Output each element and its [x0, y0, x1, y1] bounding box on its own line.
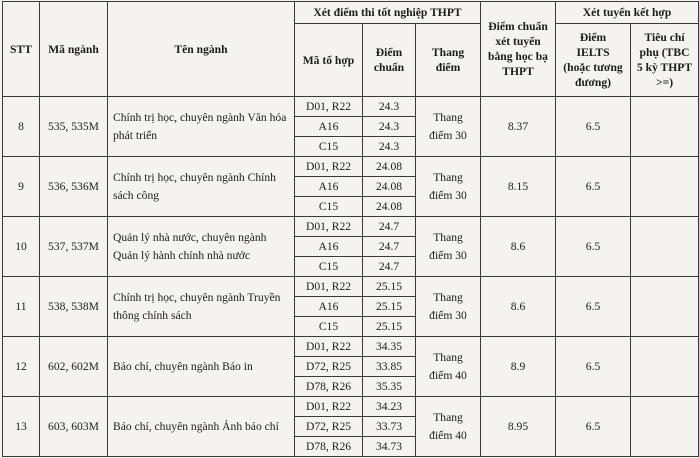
header-ma-nganh: Mã ngành [40, 2, 108, 97]
combo-code: D78, R26 [295, 377, 363, 397]
combo-code: D72, R25 [295, 357, 363, 377]
combo-score: 34.73 [363, 437, 416, 457]
row-ma-nganh: 602, 602M [40, 337, 108, 397]
combo-code: D01, R22 [295, 277, 363, 297]
combo-score: 34.23 [363, 397, 416, 417]
combo-score: 24.3 [363, 117, 416, 137]
row-thang-diem: Thang điểm 40 [416, 337, 481, 397]
row-hoc-ba: 8.37 [481, 97, 556, 157]
row-ielts: 6.5 [556, 277, 631, 337]
combo-score: 24.08 [363, 177, 416, 197]
table-body [3, 97, 699, 457]
row-stt: 9 [3, 157, 40, 217]
combo-score: 24.7 [363, 257, 416, 277]
combo-code: D01, R22 [295, 397, 363, 417]
combo-score: 33.73 [363, 417, 416, 437]
row-ma-nganh: 538, 538M [40, 277, 108, 337]
combo-code: A16 [295, 117, 363, 137]
row-hoc-ba: 8.15 [481, 157, 556, 217]
header-stt: STT [3, 2, 40, 97]
row-tieu-chi-phu [631, 157, 699, 217]
row-ten-nganh: Chính trị học, chuyên ngành Truyền thông chính sách [108, 277, 295, 337]
row-ten-nganh: Chính trị học, chuyên ngành Văn hóa phát triển [108, 97, 295, 157]
combo-code: D01, R22 [295, 157, 363, 177]
header-thang-diem: Thang điểm [416, 24, 481, 97]
row-stt: 12 [3, 337, 40, 397]
row-thang-diem: Thang điểm 30 [416, 157, 481, 217]
row-ma-nganh: 537, 537M [40, 217, 108, 277]
table-row [3, 337, 699, 357]
combo-code: A16 [295, 237, 363, 257]
combo-score: 25.15 [363, 277, 416, 297]
header-diem-chuan: Điểm chuẩn [363, 24, 416, 97]
table-row [3, 157, 699, 177]
row-hoc-ba: 8.6 [481, 217, 556, 277]
combo-score: 25.15 [363, 317, 416, 337]
row-thang-diem: Thang điểm 30 [416, 277, 481, 337]
row-tieu-chi-phu [631, 97, 699, 157]
row-ielts: 6.5 [556, 337, 631, 397]
combo-score: 33.85 [363, 357, 416, 377]
header-ten-nganh: Tên ngành [108, 2, 295, 97]
combo-code: D01, R22 [295, 97, 363, 117]
row-ten-nganh: Chính trị học, chuyên ngành Chính sách công [108, 157, 295, 217]
row-ielts: 6.5 [556, 397, 631, 457]
combo-code: A16 [295, 177, 363, 197]
row-hoc-ba: 8.9 [481, 337, 556, 397]
row-stt: 13 [3, 397, 40, 457]
row-hoc-ba: 8.95 [481, 397, 556, 457]
header-diem-ielts: Điểm IELTS (hoặc tương đương) [556, 24, 631, 97]
combo-score: 35.35 [363, 377, 416, 397]
header-group-thpt: Xét điểm thi tốt nghiệp THPT [295, 2, 481, 24]
row-tieu-chi-phu [631, 397, 699, 457]
combo-score: 25.15 [363, 297, 416, 317]
row-hoc-ba: 8.6 [481, 277, 556, 337]
header-group-ket-hop: Xét tuyển kết hợp [556, 2, 699, 24]
row-tieu-chi-phu [631, 277, 699, 337]
combo-score: 34.35 [363, 337, 416, 357]
row-tieu-chi-phu [631, 217, 699, 277]
row-ielts: 6.5 [556, 97, 631, 157]
combo-score: 24.7 [363, 217, 416, 237]
combo-code: D01, R22 [295, 337, 363, 357]
combo-code: D01, R22 [295, 217, 363, 237]
combo-code: A16 [295, 297, 363, 317]
header-ma-to-hop: Mã tổ hợp [295, 24, 363, 97]
row-stt: 8 [3, 97, 40, 157]
row-stt: 11 [3, 277, 40, 337]
combo-score: 24.3 [363, 137, 416, 157]
row-thang-diem: Thang điểm 30 [416, 97, 481, 157]
combo-code: C15 [295, 197, 363, 217]
combo-code: D72, R25 [295, 417, 363, 437]
row-tieu-chi-phu [631, 337, 699, 397]
row-ten-nganh: Báo chí, chuyên ngành Báo in [108, 337, 295, 397]
combo-score: 24.08 [363, 157, 416, 177]
combo-score: 24.3 [363, 97, 416, 117]
table-header [3, 2, 699, 97]
combo-code: C15 [295, 317, 363, 337]
table-row [3, 277, 699, 297]
row-ielts: 6.5 [556, 217, 631, 277]
combo-score: 24.08 [363, 197, 416, 217]
combo-code: C15 [295, 137, 363, 157]
table-row [3, 97, 699, 117]
row-thang-diem: Thang điểm 30 [416, 217, 481, 277]
combo-code: D78, R26 [295, 437, 363, 457]
row-ten-nganh: Quản lý nhà nước, chuyên ngành Quản lý hành chính nhà nước [108, 217, 295, 277]
header-tieu-chi-phu: Tiêu chí phụ (TBC 5 kỳ THPT >=) [631, 24, 699, 97]
row-ma-nganh: 603, 603M [40, 397, 108, 457]
row-ielts: 6.5 [556, 157, 631, 217]
row-thang-diem: Thang điểm 40 [416, 397, 481, 457]
admission-scores-table [2, 1, 699, 457]
combo-score: 24.7 [363, 237, 416, 257]
table-row [3, 397, 699, 417]
row-stt: 10 [3, 217, 40, 277]
row-ma-nganh: 536, 536M [40, 157, 108, 217]
header-diem-chuan-hoc-ba: Điểm chuẩn xét tuyển bằng học bạ THPT [481, 2, 556, 97]
combo-code: C15 [295, 257, 363, 277]
row-ten-nganh: Báo chí, chuyên ngành Ảnh báo chí [108, 397, 295, 457]
table-row [3, 217, 699, 237]
row-ma-nganh: 535, 535M [40, 97, 108, 157]
